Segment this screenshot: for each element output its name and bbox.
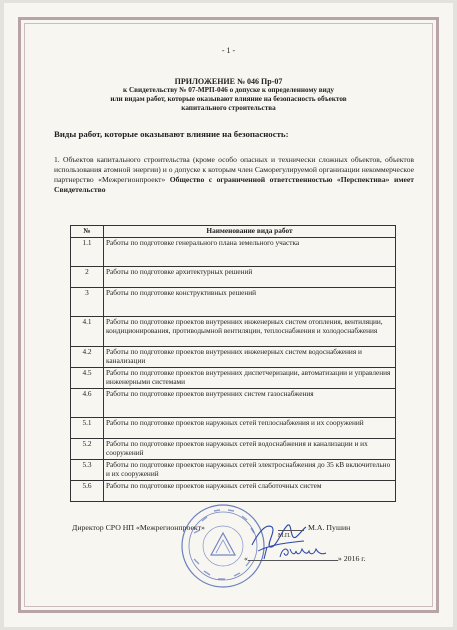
date-year: 2016 г.	[343, 554, 366, 563]
row-text: Работы по подготовке проектов внутренних инженерных систем отопления, вентиляции, кондиционирования, противодымной вентиляции, теплоснабжения и холодоснабжения	[104, 317, 396, 347]
column-header-name: Наименование вида работ	[104, 226, 396, 238]
row-number: 5.3	[71, 460, 104, 481]
section-title: Виды работ, которые оказывают влияние на безопасность:	[54, 129, 289, 139]
table-row	[71, 460, 396, 481]
table-row	[71, 317, 396, 347]
row-text: Работы по подготовке проектов внутренних диспетчеризации, автоматизации и управления инженерными системами	[104, 368, 396, 389]
row-number: 3	[71, 288, 104, 317]
paragraph-lead: 1. Объектов капитального строительства (кроме особо опасных и технически сложных объектов, объектов использования атомной энергии) и о допуске к которым член Саморегулируемой организации некоммерческое партнерство «Межрегионпроект»	[54, 155, 414, 184]
row-number: 4.2	[71, 347, 104, 368]
row-text: Работы по подготовке проектов наружных сетей водоснабжения и канализации и их сооружений	[104, 439, 396, 460]
table-row	[71, 238, 396, 267]
date-quote-open: «	[244, 554, 248, 563]
date-quote-close: »	[337, 554, 342, 563]
column-header-number: №	[71, 226, 104, 238]
row-number: 4.5	[71, 368, 104, 389]
signature-line	[278, 530, 304, 531]
row-number: 4.1	[71, 317, 104, 347]
appendix-subtitle-line2: или видам работ, которые оказывают влияние на безопасность объектов	[110, 95, 347, 103]
row-number: 4.6	[71, 389, 104, 418]
page-number: - 1 -	[221, 46, 236, 55]
appendix-subtitle-line3: капитального строительства	[181, 104, 276, 112]
row-text: Работы по подготовке проектов внутренних инженерных систем водоснабжения и канализации	[104, 347, 396, 368]
signer-name: М.А. Пушин	[308, 523, 351, 532]
table-row	[71, 267, 396, 288]
table-row	[71, 288, 396, 317]
row-text: Работы по подготовке проектов наружных сетей слаботочных систем	[104, 481, 396, 502]
row-text: Работы по подготовке конструктивных решений	[104, 288, 396, 317]
row-text: Работы по подготовке архитектурных решений	[104, 267, 396, 288]
works-table	[70, 225, 396, 502]
row-text: Работы по подготовке проектов наружных сетей теплоснабжения и их сооружений	[104, 418, 396, 439]
handwritten-date	[262, 543, 332, 563]
row-text: Работы по подготовке проектов наружных сетей электроснабжения до 35 кВ включительно и их сооружений	[104, 460, 396, 481]
scope-paragraph	[54, 155, 414, 195]
row-number: 1.1	[71, 238, 104, 267]
row-number: 2	[71, 267, 104, 288]
table-row	[71, 481, 396, 502]
appendix-subtitle-line1: к Свидетельству № 07-МРП-046 о допуске к определенному виду	[123, 86, 334, 94]
signer-title: Директор СРО НП «Межрегионпроект»	[72, 523, 205, 532]
row-text: Работы по подготовке проектов внутренних систем газоснабжения	[104, 389, 396, 418]
appendix-title: ПРИЛОЖЕНИЕ № 046 Пр-07	[174, 77, 283, 86]
table-row	[71, 389, 396, 418]
row-text: Работы по подготовке генерального плана земельного участка	[104, 238, 396, 267]
table-row	[71, 347, 396, 368]
paragraph-company: Общество с ограниченной ответственностью «Перспектива» имеет Свидетельство	[54, 175, 414, 194]
table-row	[71, 439, 396, 460]
row-number: 5.2	[71, 439, 104, 460]
seal-place-label: М.П.	[278, 533, 291, 539]
table-row	[71, 368, 396, 389]
table-header-row	[71, 226, 396, 238]
row-number: 5.6	[71, 481, 104, 502]
row-number: 5.1	[71, 418, 104, 439]
table-row	[71, 418, 396, 439]
document-page	[4, 3, 453, 627]
